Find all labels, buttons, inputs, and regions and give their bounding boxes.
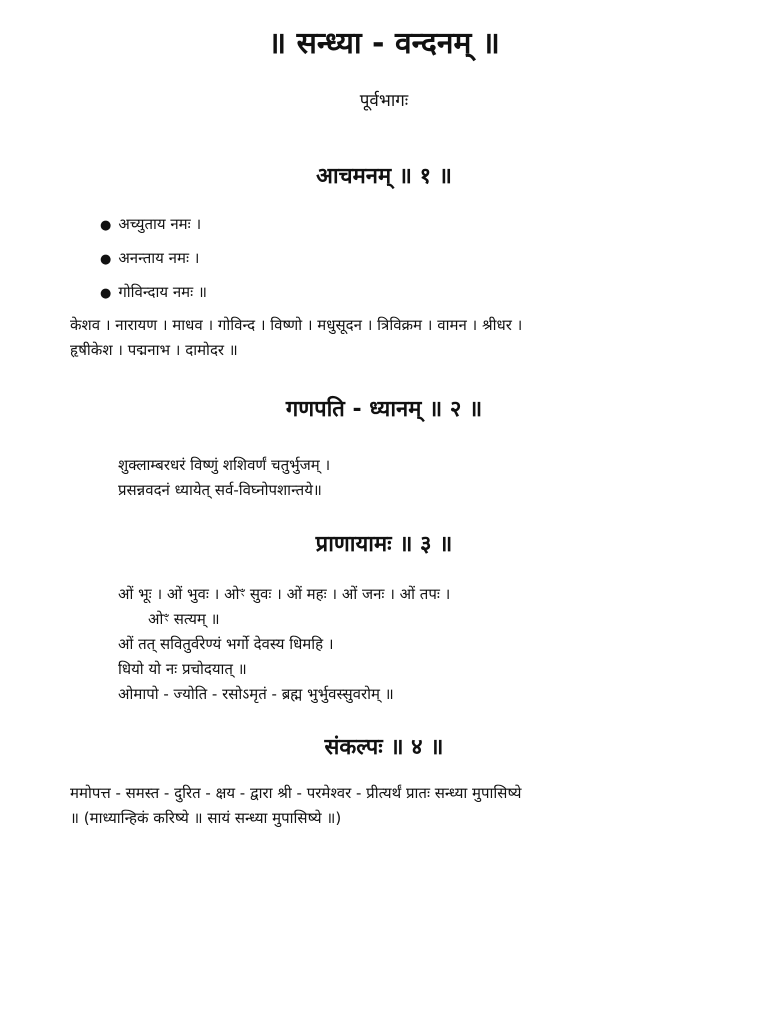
section-heading-ganapati-dhyanam: गणपति - ध्यानम् ॥ २ ॥ bbox=[285, 397, 483, 422]
achamanam-bullet-list bbox=[100, 208, 207, 310]
mantra-line: ओꣳ सत्यम् ॥ bbox=[148, 610, 220, 628]
mantra-line: ओमापो - ज्योति - रसोऽमृतं - ब्रह्म भुर्भुवस्सुवरोम् ॥ bbox=[118, 685, 394, 703]
section-heading-pranayamah: प्राणायामः ॥ ३ ॥ bbox=[315, 532, 453, 557]
verse-line: प्रसन्नवदनं ध्यायेत् सर्व-विघ्नोपशान्तये॥ bbox=[118, 481, 322, 499]
text-line: केशव । नारायण । माधव । गोविन्द । विष्णो । मधुसूदन । त्रिविक्रम । वामन । श्रीधर । bbox=[70, 316, 523, 334]
text-line: ममोपत्त - समस्त - दुरित - क्षय - द्वारा श्री - परमेश्वर - प्रीत्यर्थं प्रातः सन्ध्या मुपासिष्ये bbox=[70, 784, 522, 802]
section-heading-achamanam: आचमनम् ॥ १ ॥ bbox=[316, 164, 452, 189]
bullet-icon: ● bbox=[100, 286, 112, 301]
mantra-line: धियो यो नः प्रचोदयात् ॥ bbox=[118, 660, 247, 678]
page-title: ॥ सन्ध्या - वन्दनम् ॥ bbox=[268, 26, 500, 61]
list-item-text: अच्युताय नमः । bbox=[118, 215, 202, 233]
bullet-icon: ● bbox=[100, 218, 112, 233]
mantra-line: ओं भूः । ओं भुवः । ओꣳ सुवः । ओं महः । ओं जनः । ओं तपः । bbox=[118, 585, 451, 603]
mantra-line: ओं तत् सवितुर्वरेण्यं भर्गो देवस्य धिमहि । bbox=[118, 635, 334, 653]
page-subtitle: पूर्वभागः bbox=[359, 91, 409, 111]
pranayama-mantra bbox=[118, 582, 450, 707]
list-item bbox=[100, 242, 207, 276]
list-item-text: अनन्ताय नमः । bbox=[118, 249, 200, 267]
list-item bbox=[100, 208, 207, 242]
bullet-icon: ● bbox=[100, 252, 112, 267]
text-line: हृषीकेश । पद्मनाभ । दामोदर ॥ bbox=[70, 341, 238, 359]
ganapati-verse bbox=[118, 453, 330, 503]
verse-line: शुक्लाम्बरधरं विष्णुं शशिवर्णं चतुर्भुजम् । bbox=[118, 456, 331, 474]
section-heading-sankalpah: संकल्पः ॥ ४ ॥ bbox=[324, 735, 444, 760]
sankalpa-paragraph bbox=[70, 781, 521, 831]
text-line: ॥ (माध्यान्हिकं करिष्ये ॥ सायं सन्ध्या मुपासिष्ये ॥) bbox=[70, 809, 342, 827]
list-item-text: गोविन्दाय नमः ॥ bbox=[118, 283, 207, 301]
list-item bbox=[100, 276, 207, 310]
achamanam-names-paragraph bbox=[70, 313, 522, 363]
